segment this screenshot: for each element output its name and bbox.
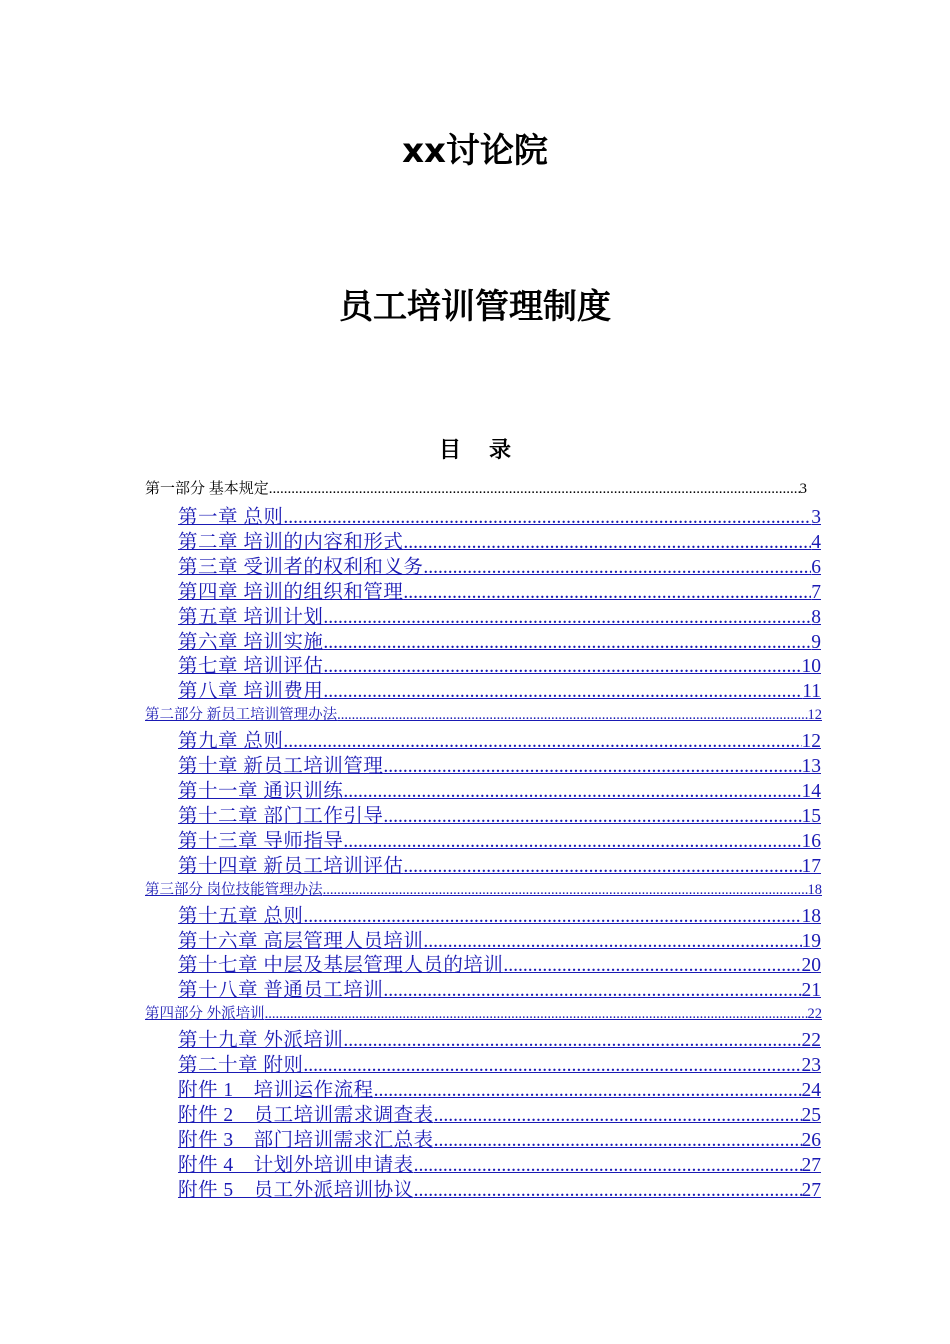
toc-chapter-link[interactable] xyxy=(178,1053,821,1078)
toc-heading: 目录 xyxy=(438,438,539,463)
dot-leader xyxy=(383,978,801,1003)
toc-entry-label: 第十七章 中层及基层管理人员的培训 xyxy=(178,955,504,977)
toc-part-entry[interactable] xyxy=(145,879,822,901)
toc-entry-label: 第二部分 新员工培训管理办法 xyxy=(145,707,338,724)
toc-page-number: 17 xyxy=(801,855,821,877)
toc-entry-label: 第三部分 岗位技能管理办法 xyxy=(145,881,323,898)
toc-entry-label: 附件 2 员工培训需求调查表 xyxy=(178,1104,434,1126)
toc-chapter-link[interactable] xyxy=(178,580,821,605)
toc-entry-label: 第十六章 高层管理人员培训 xyxy=(178,930,424,952)
toc-chapter-link[interactable] xyxy=(178,1028,821,1053)
toc-entry-label: 第十九章 外派培训 xyxy=(178,1030,344,1052)
toc-chapter-link[interactable] xyxy=(178,555,821,580)
toc-page-number: 26 xyxy=(801,1129,821,1151)
toc-page-number: 11 xyxy=(802,681,821,703)
toc-page-number: 20 xyxy=(801,955,821,977)
dot-leader xyxy=(269,478,800,500)
toc-entry-label: 第九章 总则 xyxy=(178,731,284,753)
toc-entry-label: 第二十章 附则 xyxy=(178,1055,304,1077)
toc-part-entry xyxy=(145,478,807,500)
dot-leader xyxy=(383,754,801,779)
toc-page-number: 9 xyxy=(811,631,821,653)
toc-chapter-link[interactable] xyxy=(178,779,821,804)
toc-chapter-link[interactable] xyxy=(178,530,821,555)
toc-page-number: 15 xyxy=(801,805,821,827)
dot-leader xyxy=(374,1078,802,1103)
toc-entry-label: 附件 3 部门培训需求汇总表 xyxy=(178,1129,434,1151)
dot-leader xyxy=(323,879,808,901)
toc-page-number: 8 xyxy=(811,606,821,628)
toc-entry-label: 第十一章 通识训练 xyxy=(178,781,344,802)
dot-leader xyxy=(403,580,811,605)
toc-entry-label: 第十五章 总则 xyxy=(178,905,304,927)
toc-chapter-link[interactable] xyxy=(178,829,821,854)
toc-entry-label: 第七章 培训评估 xyxy=(178,656,324,678)
dot-leader xyxy=(403,854,801,879)
toc-page-number: 23 xyxy=(801,1055,821,1077)
toc-entry-label: 第四部分 外派培训 xyxy=(145,1006,265,1023)
toc-chapter-link[interactable] xyxy=(178,505,821,530)
toc-page-number: 27 xyxy=(801,1154,821,1176)
organization-title: xx讨论院 xyxy=(402,131,548,171)
toc-chapter-link[interactable] xyxy=(178,1103,821,1128)
dot-leader xyxy=(283,505,811,530)
toc-page-number: 14 xyxy=(801,781,821,802)
toc-entry-label: 第二章 培训的内容和形式 xyxy=(178,531,404,553)
toc-page-number: 21 xyxy=(801,980,821,1002)
toc-chapter-link[interactable] xyxy=(178,679,821,704)
toc-entry-label: 第十二章 部门工作引导 xyxy=(178,805,384,827)
dot-leader xyxy=(423,555,811,580)
toc-entry-label: 第十八章 普通员工培训 xyxy=(178,980,384,1002)
dot-leader xyxy=(414,1178,802,1203)
toc-chapter-link[interactable] xyxy=(178,1078,821,1103)
toc-chapter-link[interactable] xyxy=(178,630,821,655)
dot-leader xyxy=(283,729,801,754)
toc-chapter-link[interactable] xyxy=(178,605,821,630)
toc-chapter-link[interactable] xyxy=(178,754,821,779)
toc-page-number: 24 xyxy=(801,1080,821,1101)
dot-leader xyxy=(303,1053,801,1078)
toc-entry-label: 第一部分 基本规定 xyxy=(145,481,269,497)
toc-page-number: 4 xyxy=(811,531,821,553)
dot-leader xyxy=(323,630,811,655)
toc-entry-label: 第五章 培训计划 xyxy=(178,606,324,628)
toc-chapter-link[interactable] xyxy=(178,1153,821,1178)
toc-page-number: 12 xyxy=(807,707,822,724)
toc-page-number: 22 xyxy=(807,1006,822,1023)
toc-chapter-link[interactable] xyxy=(178,804,821,829)
dot-leader xyxy=(343,779,801,804)
toc-page-number: 10 xyxy=(801,656,821,678)
dot-leader xyxy=(414,1153,802,1178)
toc-entry-label: 第十章 新员工培训管理 xyxy=(178,756,384,778)
dot-leader xyxy=(303,904,801,929)
toc-page-number: 19 xyxy=(801,930,821,952)
dot-leader xyxy=(323,605,811,630)
toc-chapter-link[interactable] xyxy=(178,654,821,679)
dot-leader xyxy=(434,1103,802,1128)
toc-chapter-link[interactable] xyxy=(178,953,821,978)
toc-page-number: 18 xyxy=(801,905,821,927)
toc-page-number: 6 xyxy=(811,556,821,578)
dot-leader xyxy=(343,1028,801,1053)
toc-entry-label: 第四章 培训的组织和管理 xyxy=(178,581,404,603)
toc-chapter-link[interactable] xyxy=(178,854,821,879)
toc-chapter-link[interactable] xyxy=(178,729,821,754)
dot-leader xyxy=(383,804,801,829)
toc-chapter-link[interactable] xyxy=(178,929,821,954)
toc-entry-label: 第八章 培训费用 xyxy=(178,681,324,703)
dot-leader xyxy=(434,1128,802,1153)
toc-page-number: 27 xyxy=(801,1179,821,1201)
toc-page-number: 3 xyxy=(811,507,821,528)
dot-leader xyxy=(323,679,802,704)
toc-page-number: 7 xyxy=(811,581,821,603)
toc-entry-label: 附件 5 员工外派培训协议 xyxy=(178,1179,414,1201)
toc-chapter-link[interactable] xyxy=(178,1128,821,1153)
document-title: 员工培训管理制度 xyxy=(339,287,611,327)
toc-page-number: 12 xyxy=(801,731,821,753)
toc-chapter-link[interactable] xyxy=(178,904,821,929)
toc-page-number: 22 xyxy=(801,1030,821,1052)
dot-leader xyxy=(323,654,801,679)
dot-leader xyxy=(403,530,811,555)
dot-leader xyxy=(265,1003,808,1025)
toc-chapter-link[interactable] xyxy=(178,978,821,1003)
toc-page-number: 13 xyxy=(801,756,821,778)
toc-page-number: 16 xyxy=(801,830,821,852)
toc-entry-label: 附件 1 培训运作流程 xyxy=(178,1080,374,1101)
toc-chapter-link[interactable] xyxy=(178,1178,821,1203)
toc-entry-label: 第一章 总则 xyxy=(178,507,284,528)
toc-page-number: 25 xyxy=(801,1104,821,1126)
toc-entry-label: 第三章 受训者的权利和义务 xyxy=(178,556,424,578)
toc-page-number: 3 xyxy=(799,481,807,497)
toc-part-entry[interactable] xyxy=(145,704,822,726)
dot-leader xyxy=(503,953,801,978)
toc-page-number: 18 xyxy=(807,881,822,898)
dot-leader xyxy=(337,704,807,726)
toc-part-entry[interactable] xyxy=(145,1003,822,1025)
dot-leader xyxy=(343,829,801,854)
toc-entry-label: 第六章 培训实施 xyxy=(178,631,324,653)
toc-entry-label: 第十三章 导师指导 xyxy=(178,830,344,852)
toc-entry-label: 第十四章 新员工培训评估 xyxy=(178,855,404,877)
toc-entry-label: 附件 4 计划外培训申请表 xyxy=(178,1154,414,1176)
dot-leader xyxy=(423,929,801,954)
